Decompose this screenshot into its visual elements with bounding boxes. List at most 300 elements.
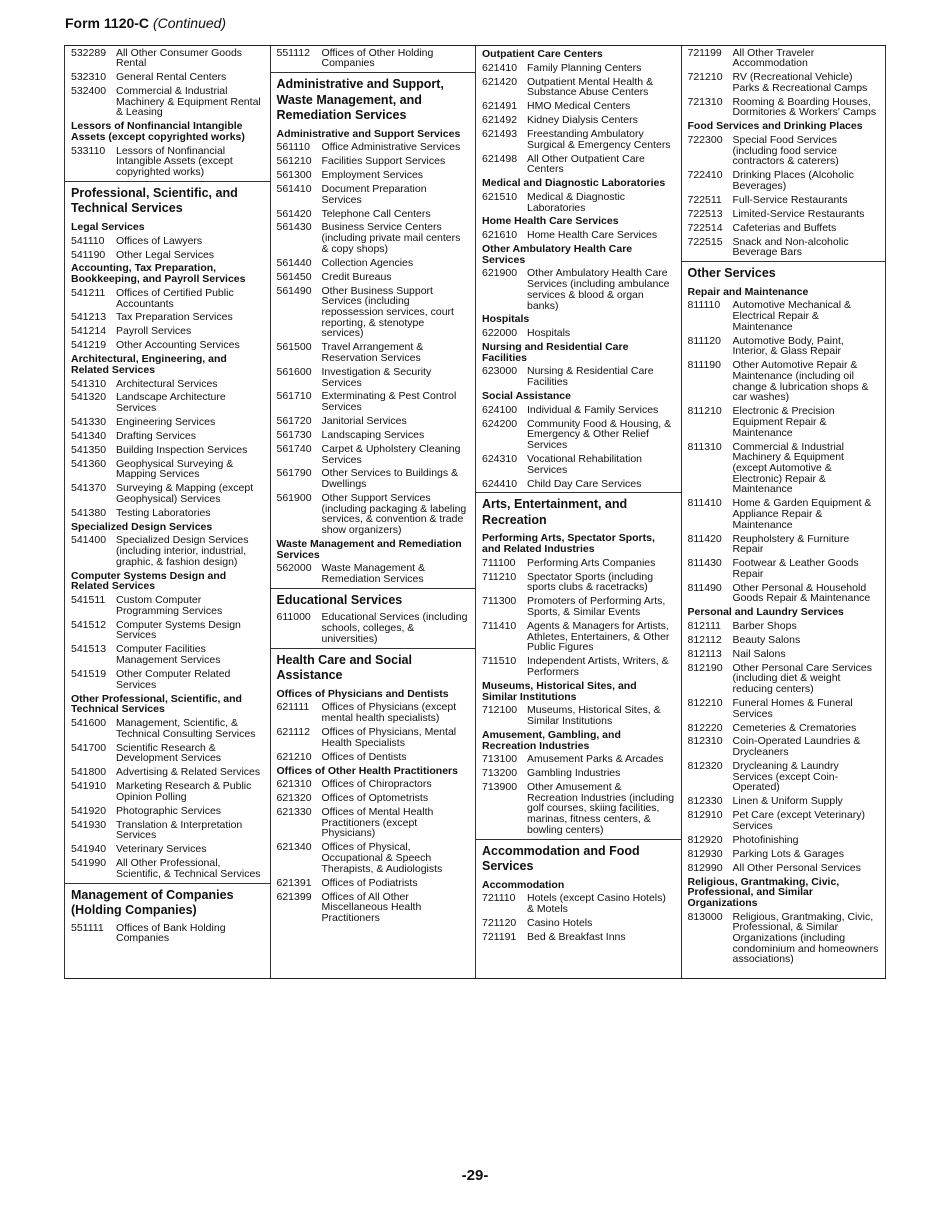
code-description: Other Amusement & Recreation Industries (including golf courses, skiing facilities, marinas, fitness centers, & bowling centers) [527, 780, 675, 836]
code-row [482, 230, 675, 241]
code-description: Other Support Services (including packaging & labeling services, & convention & trade show organizers) [321, 491, 467, 537]
code-row [482, 656, 675, 677]
naics-code: 711410 [482, 619, 517, 632]
code-row [688, 698, 880, 719]
code-description: Other Accounting Services [116, 339, 240, 352]
code-row [688, 849, 880, 860]
code-row [277, 563, 470, 584]
code-description: Custom Computer Programming Services [116, 594, 223, 617]
sector-heading: Administrative and Support, Waste Management, and Remediation Services [271, 72, 476, 126]
code-description: Hotels (except Casino Hotels) & Motels [527, 892, 666, 916]
naics-code: 812920 [687, 833, 723, 846]
naics-code: 722515 [687, 235, 723, 248]
naics-code: 722513 [687, 207, 723, 220]
code-description: Offices of Bank Holding Companies [116, 921, 226, 945]
code-row [71, 644, 264, 665]
naics-code: 561210 [276, 155, 312, 168]
code-row [688, 796, 880, 807]
code-description: Engineering Services [116, 416, 216, 429]
code-description: Management, Scientific, & Technical Consulting Services [116, 716, 256, 740]
code-row [277, 416, 470, 427]
code-description: Rooming & Boarding Houses, Dormitories & Workers' Camps [732, 95, 877, 119]
code-row [71, 445, 264, 456]
code-description: Investigation & Security Services [321, 365, 432, 389]
naics-code: 812190 [687, 661, 723, 674]
code-description: Drafting Services [116, 429, 196, 442]
naics-code: 621399 [276, 890, 312, 903]
code-row [277, 793, 470, 804]
naics-code: 541340 [71, 429, 107, 442]
code-row [277, 752, 470, 763]
naics-code: 541920 [71, 804, 107, 817]
code-row [71, 508, 264, 519]
naics-code: 621498 [482, 152, 518, 165]
code-row [277, 612, 470, 644]
code-row [482, 558, 675, 569]
code-row [482, 366, 675, 387]
code-row [71, 535, 264, 567]
code-description: Offices of Physical, Occupational & Speech Therapists, & Audiologists [321, 841, 443, 875]
code-description: Marketing Research & Public Opinion Polling [116, 780, 252, 803]
code-row [688, 863, 880, 874]
code-description: Home Health Care Services [527, 229, 658, 242]
naics-code: 811490 [687, 581, 722, 594]
code-row [482, 129, 675, 150]
code-description: Geophysical Surveying & Mapping Services [116, 457, 234, 481]
subsector-heading: Repair and Maintenance [687, 285, 809, 298]
naics-code: 621310 [276, 778, 312, 791]
code-row [482, 101, 675, 112]
subsector-heading: Hospitals [482, 313, 530, 326]
code-row [688, 48, 880, 69]
code-row [688, 406, 880, 438]
code-row [688, 360, 880, 403]
naics-code: 541600 [71, 716, 107, 729]
code-row [71, 146, 264, 178]
naics-code: 711510 [482, 655, 517, 668]
code-description: HMO Medical Centers [527, 100, 631, 113]
code-description: Offices of Other Holding Companies [321, 46, 434, 70]
code-description: Automotive Body, Paint, Interior, & Glass Repair [732, 334, 844, 358]
code-row [71, 858, 264, 879]
code-description: Cafeterias and Buffets [732, 221, 837, 234]
naics-code: 561450 [276, 270, 312, 283]
naics-code: 541213 [71, 311, 107, 324]
code-description: Surveying & Mapping (except Geophysical) Services [116, 482, 254, 505]
naics-code: 721199 [687, 46, 722, 59]
subsector-heading: Offices of Other Health Practitioners [276, 764, 458, 777]
code-row [482, 754, 675, 765]
code-row [688, 237, 880, 258]
naics-code: 812111 [687, 620, 721, 633]
code-description: Religious, Grantmaking, Civic, Professional, & Similar Organizations (including condominium and homeowners associations) [732, 910, 879, 966]
code-description: Nursing & Residential Care Facilities [527, 365, 654, 389]
code-description: Other Automotive Repair & Maintenance (including oil change & lubrication shops & car washes) [732, 359, 869, 404]
form-title: Form 1120-C [65, 15, 150, 31]
code-row [688, 635, 880, 646]
code-row [277, 468, 470, 489]
code-row [277, 367, 470, 388]
naics-code: 621493 [482, 127, 518, 140]
naics-code: 621112 [276, 726, 310, 739]
code-row [277, 258, 470, 269]
code-description: Child Day Care Services [527, 477, 642, 490]
naics-code: 624100 [482, 403, 518, 416]
code-row [71, 417, 264, 428]
code-description: Document Preparation Services [321, 182, 427, 206]
code-row [277, 391, 470, 412]
code-description: Exterminating & Pest Control Services [321, 390, 457, 414]
code-row [482, 705, 675, 726]
code-row [688, 663, 880, 695]
naics-code: 541800 [71, 766, 107, 779]
naics-code: 722300 [687, 133, 723, 146]
naics-code: 551111 [71, 921, 104, 934]
code-description: Office Administrative Services [321, 141, 461, 154]
code-description: Other Legal Services [116, 248, 215, 261]
code-description: Special Food Services (including food service contractors & caterers) [732, 133, 839, 168]
naics-code: 811420 [687, 532, 722, 545]
code-row [688, 835, 880, 846]
naics-code: 541940 [71, 843, 107, 856]
code-row [71, 340, 264, 351]
code-description: Hospitals [527, 327, 571, 340]
naics-code: 812220 [687, 721, 723, 734]
naics-code: 811120 [687, 334, 721, 347]
naics-code: 713200 [482, 767, 518, 780]
code-row [688, 97, 880, 118]
naics-code: 621330 [276, 806, 312, 819]
code-description: Full-Service Restaurants [732, 193, 848, 206]
naics-code: 621492 [482, 114, 518, 127]
sector-heading: Arts, Entertainment, and Recreation [476, 492, 681, 530]
subsector-heading: Waste Management and Remediation Services [276, 537, 462, 561]
code-description: Tax Preparation Services [116, 311, 233, 324]
code-description: All Other Traveler Accommodation [732, 46, 815, 70]
code-row [688, 649, 880, 660]
code-row [688, 170, 880, 191]
code-row [71, 459, 264, 480]
code-description: Barber Shops [732, 620, 797, 633]
code-row [71, 431, 264, 442]
naics-code: 532400 [71, 84, 107, 97]
naics-code: 541310 [71, 377, 107, 390]
sector-heading: Other Services [682, 261, 886, 284]
code-description: Travel Arrangement & Reservation Services [321, 341, 424, 364]
code-description: Building Inspection Services [116, 443, 248, 456]
code-description: Carpet & Upholstery Cleaning Services [321, 442, 461, 466]
code-row [482, 768, 675, 779]
code-row [277, 878, 470, 889]
subsector-heading: Museums, Historical Sites, and Similar Institutions [482, 679, 637, 703]
code-row [71, 379, 264, 390]
naics-code: 621340 [276, 841, 312, 854]
page-number: -29- [461, 1167, 489, 1184]
code-description: Linen & Uniform Supply [732, 795, 843, 808]
code-row [277, 444, 470, 465]
naics-code: 561600 [276, 365, 312, 378]
code-description: Commercial & Industrial Machinery & Equipment (except Automotive & Electronic) Repair & Maintenance [732, 440, 844, 496]
code-description: All Other Outpatient Care Centers [527, 152, 645, 176]
naics-code: 541211 [71, 286, 106, 299]
subsector-heading: Amusement, Gambling, and Recreation Industries [482, 728, 621, 752]
naics-code: 561490 [276, 284, 312, 297]
naics-code: 541519 [71, 667, 107, 680]
code-description: Cemeteries & Crematories [732, 721, 857, 734]
code-row [277, 342, 470, 363]
table-column-4 [681, 46, 887, 978]
subsector-heading: Outpatient Care Centers [482, 48, 603, 60]
code-row [688, 723, 880, 734]
code-row [482, 115, 675, 126]
form-header [65, 15, 226, 31]
code-row [482, 77, 675, 98]
sector-heading: Educational Services [271, 588, 476, 611]
code-description: Individual & Family Services [527, 403, 659, 416]
code-description: Independent Artists, Writers, & Performers [527, 655, 669, 678]
naics-code-table [64, 45, 886, 979]
code-row [277, 222, 470, 254]
code-description: Agents & Managers for Artists, Athletes, Entertainers, & Other Public Figures [527, 619, 670, 654]
naics-code: 722514 [687, 221, 723, 234]
naics-code: 812112 [687, 633, 722, 646]
naics-code: 812930 [687, 847, 723, 860]
naics-code: 611000 [276, 611, 311, 624]
code-description: Payroll Services [116, 325, 192, 338]
naics-code: 561500 [276, 341, 312, 354]
naics-code: 812310 [687, 735, 723, 748]
code-description: All Other Professional, Scientific, & Technical Services [116, 857, 261, 880]
code-description: Photofinishing [732, 833, 799, 846]
code-description: Photographic Services [116, 804, 222, 817]
naics-code: 541910 [71, 780, 107, 793]
code-description: Lessors of Nonfinancial Intangible Assets (except copyrighted works) [116, 144, 233, 179]
code-description: Outpatient Mental Health & Substance Abuse Centers [527, 75, 654, 99]
code-row [688, 583, 880, 604]
code-description: Home & Garden Equipment & Appliance Repair & Maintenance [732, 497, 872, 531]
code-description: Offices of Chiropractors [321, 778, 432, 791]
code-description: Museums, Historical Sites, & Similar Institutions [527, 704, 661, 727]
naics-code: 561710 [276, 390, 312, 403]
code-row [482, 405, 675, 416]
code-row [277, 209, 470, 220]
subsector-heading: Architectural, Engineering, and Related Services [71, 353, 227, 376]
code-row [277, 493, 470, 536]
naics-code: 621420 [482, 75, 518, 88]
code-description: Translation & Interpretation Services [116, 818, 243, 842]
code-row [482, 782, 675, 836]
naics-code: 621111 [276, 701, 310, 714]
naics-code: 541370 [71, 482, 107, 495]
subsector-heading: Accounting, Tax Preparation, Bookkeeping, and Payroll Services [71, 262, 246, 286]
code-row [71, 718, 264, 739]
naics-code: 532310 [71, 71, 107, 84]
code-row [482, 918, 675, 929]
code-description: Performing Arts Companies [527, 556, 656, 569]
naics-code: 532289 [71, 46, 107, 59]
naics-code: 561430 [276, 221, 312, 234]
code-description: Other Personal Care Services (including diet & weight reducing centers) [732, 661, 872, 696]
code-description: Drinking Places (Alcoholic Beverages) [732, 169, 854, 192]
subsector-heading: Administrative and Support Services [276, 127, 461, 140]
naics-code: 533110 [71, 144, 106, 157]
code-description: Computer Systems Design Services [116, 618, 241, 642]
naics-code: 721120 [482, 916, 517, 929]
naics-code: 541219 [71, 339, 107, 352]
subsector-heading: Computer Systems Design and Related Services [71, 569, 227, 593]
code-row [71, 620, 264, 641]
code-row [688, 223, 880, 234]
naics-code: 812330 [687, 795, 723, 808]
code-row [71, 48, 264, 69]
code-row [71, 844, 264, 855]
table-column-3 [475, 46, 681, 978]
code-row [277, 48, 470, 69]
naics-code: 722511 [687, 193, 722, 206]
naics-code: 541700 [71, 741, 107, 754]
code-row [277, 272, 470, 283]
naics-code: 541110 [71, 234, 105, 247]
code-description: Landscape Architecture Services [116, 391, 226, 415]
naics-code: 621210 [276, 750, 312, 763]
naics-code: 551112 [276, 46, 310, 59]
code-description: Amusement Parks & Arcades [527, 753, 664, 766]
code-row [277, 170, 470, 181]
subsector-heading: Lessors of Nonfinancial Intangible Assets (except copyrighted works) [71, 120, 245, 143]
naics-code: 541930 [71, 818, 107, 831]
code-description: Offices of Dentists [321, 750, 407, 763]
naics-code: 812910 [687, 809, 723, 822]
naics-code: 811190 [687, 359, 721, 372]
naics-code: 541214 [71, 325, 107, 338]
naics-code: 811210 [687, 405, 722, 418]
naics-code: 722410 [687, 169, 723, 182]
code-row [71, 312, 264, 323]
code-description: Educational Services (including schools, colleges, & universities) [321, 611, 468, 645]
naics-code: 811410 [687, 497, 722, 510]
naics-code: 621510 [482, 190, 518, 203]
code-row [71, 669, 264, 690]
naics-code: 721191 [482, 930, 517, 943]
code-description: General Rental Centers [116, 71, 227, 84]
sector-heading: Accommodation and Food Services [476, 839, 681, 877]
code-description: Bed & Breakfast Inns [527, 930, 626, 943]
code-description: Scientific Research & Development Services [116, 741, 222, 765]
code-description: Facilities Support Services [321, 155, 446, 168]
code-row [482, 479, 675, 490]
code-row [71, 326, 264, 337]
subsector-heading: Accommodation [482, 878, 565, 891]
naics-code: 721310 [687, 95, 723, 108]
code-row [482, 932, 675, 943]
naics-code: 623000 [482, 365, 518, 378]
code-description: Nail Salons [732, 647, 786, 660]
code-row [688, 736, 880, 757]
naics-code: 561720 [276, 415, 312, 428]
code-description: Electronic & Precision Equipment Repair & Maintenance [732, 405, 835, 439]
naics-code: 541511 [71, 594, 106, 607]
code-row [277, 702, 470, 723]
code-row [688, 300, 880, 332]
code-row [277, 184, 470, 205]
code-description: Reupholstery & Furniture Repair [732, 532, 850, 556]
code-row [277, 779, 470, 790]
naics-code: 541350 [71, 443, 107, 456]
code-row [688, 761, 880, 793]
code-description: Architectural Services [116, 377, 218, 390]
code-row [277, 142, 470, 153]
table-column-1 [64, 46, 270, 978]
code-row [71, 806, 264, 817]
code-description: Offices of Physicians, Mental Health Specialists [321, 726, 457, 749]
naics-code: 561730 [276, 428, 312, 441]
code-description: Footwear & Leather Goods Repair [732, 557, 859, 580]
code-description: Offices of All Other Miscellaneous Health Practitioners [321, 890, 422, 924]
naics-code: 812990 [687, 861, 723, 874]
code-row [71, 923, 264, 944]
naics-code: 541512 [71, 618, 107, 631]
code-description: Computer Facilities Management Services [116, 643, 221, 667]
code-description: Offices of Podiatrists [321, 876, 418, 889]
code-description: Pet Care (except Veterinary) Services [732, 809, 865, 832]
naics-code: 721210 [687, 71, 723, 84]
code-description: Freestanding Ambulatory Surgical & Emergency Centers [527, 127, 671, 151]
subsector-heading: Legal Services [71, 220, 145, 233]
naics-code: 711100 [482, 556, 516, 569]
code-row [482, 268, 675, 311]
code-row [71, 483, 264, 504]
subsector-heading: Social Assistance [482, 390, 571, 403]
naics-code: 561440 [276, 256, 312, 269]
code-row [482, 419, 675, 451]
code-description: All Other Personal Services [732, 861, 861, 874]
code-row [688, 498, 880, 530]
code-row [688, 72, 880, 93]
code-description: Promoters of Performing Arts, Sports, & Similar Events [527, 595, 666, 619]
subsector-heading: Home Health Care Services [482, 215, 619, 228]
code-row [482, 572, 675, 593]
code-row [688, 442, 880, 496]
code-description: Funeral Homes & Funeral Services [732, 696, 853, 720]
subsector-heading: Other Ambulatory Health Care Services [482, 243, 633, 266]
subsector-heading: Other Professional, Scientific, and Technical Services [71, 692, 242, 716]
subsector-heading: Food Services and Drinking Places [687, 120, 863, 133]
sector-heading: Management of Companies (Holding Companies) [65, 883, 270, 921]
code-row [277, 430, 470, 441]
code-row [688, 534, 880, 555]
code-row [71, 743, 264, 764]
code-row [71, 392, 264, 413]
naics-code: 561790 [276, 467, 312, 480]
code-description: Offices of Mental Health Practitioners (except Physicians) [321, 806, 434, 840]
code-description: Offices of Certified Public Accountants [116, 286, 234, 310]
subsector-heading: Personal and Laundry Services [687, 606, 844, 619]
code-description: Landscaping Services [321, 428, 425, 441]
naics-code: 624410 [482, 477, 518, 490]
code-row [71, 236, 264, 247]
naics-code: 561110 [276, 141, 310, 154]
code-description: Casino Hotels [527, 916, 593, 929]
code-description: Offices of Physicians (except mental health specialists) [321, 701, 457, 725]
code-description: Credit Bureaus [321, 270, 392, 283]
naics-code: 622000 [482, 327, 518, 340]
naics-code: 561900 [276, 491, 312, 504]
code-description: Testing Laboratories [116, 506, 211, 519]
code-row [688, 810, 880, 831]
naics-code: 624200 [482, 417, 518, 430]
code-description: Beauty Salons [732, 633, 801, 646]
naics-code: 561300 [276, 169, 312, 182]
